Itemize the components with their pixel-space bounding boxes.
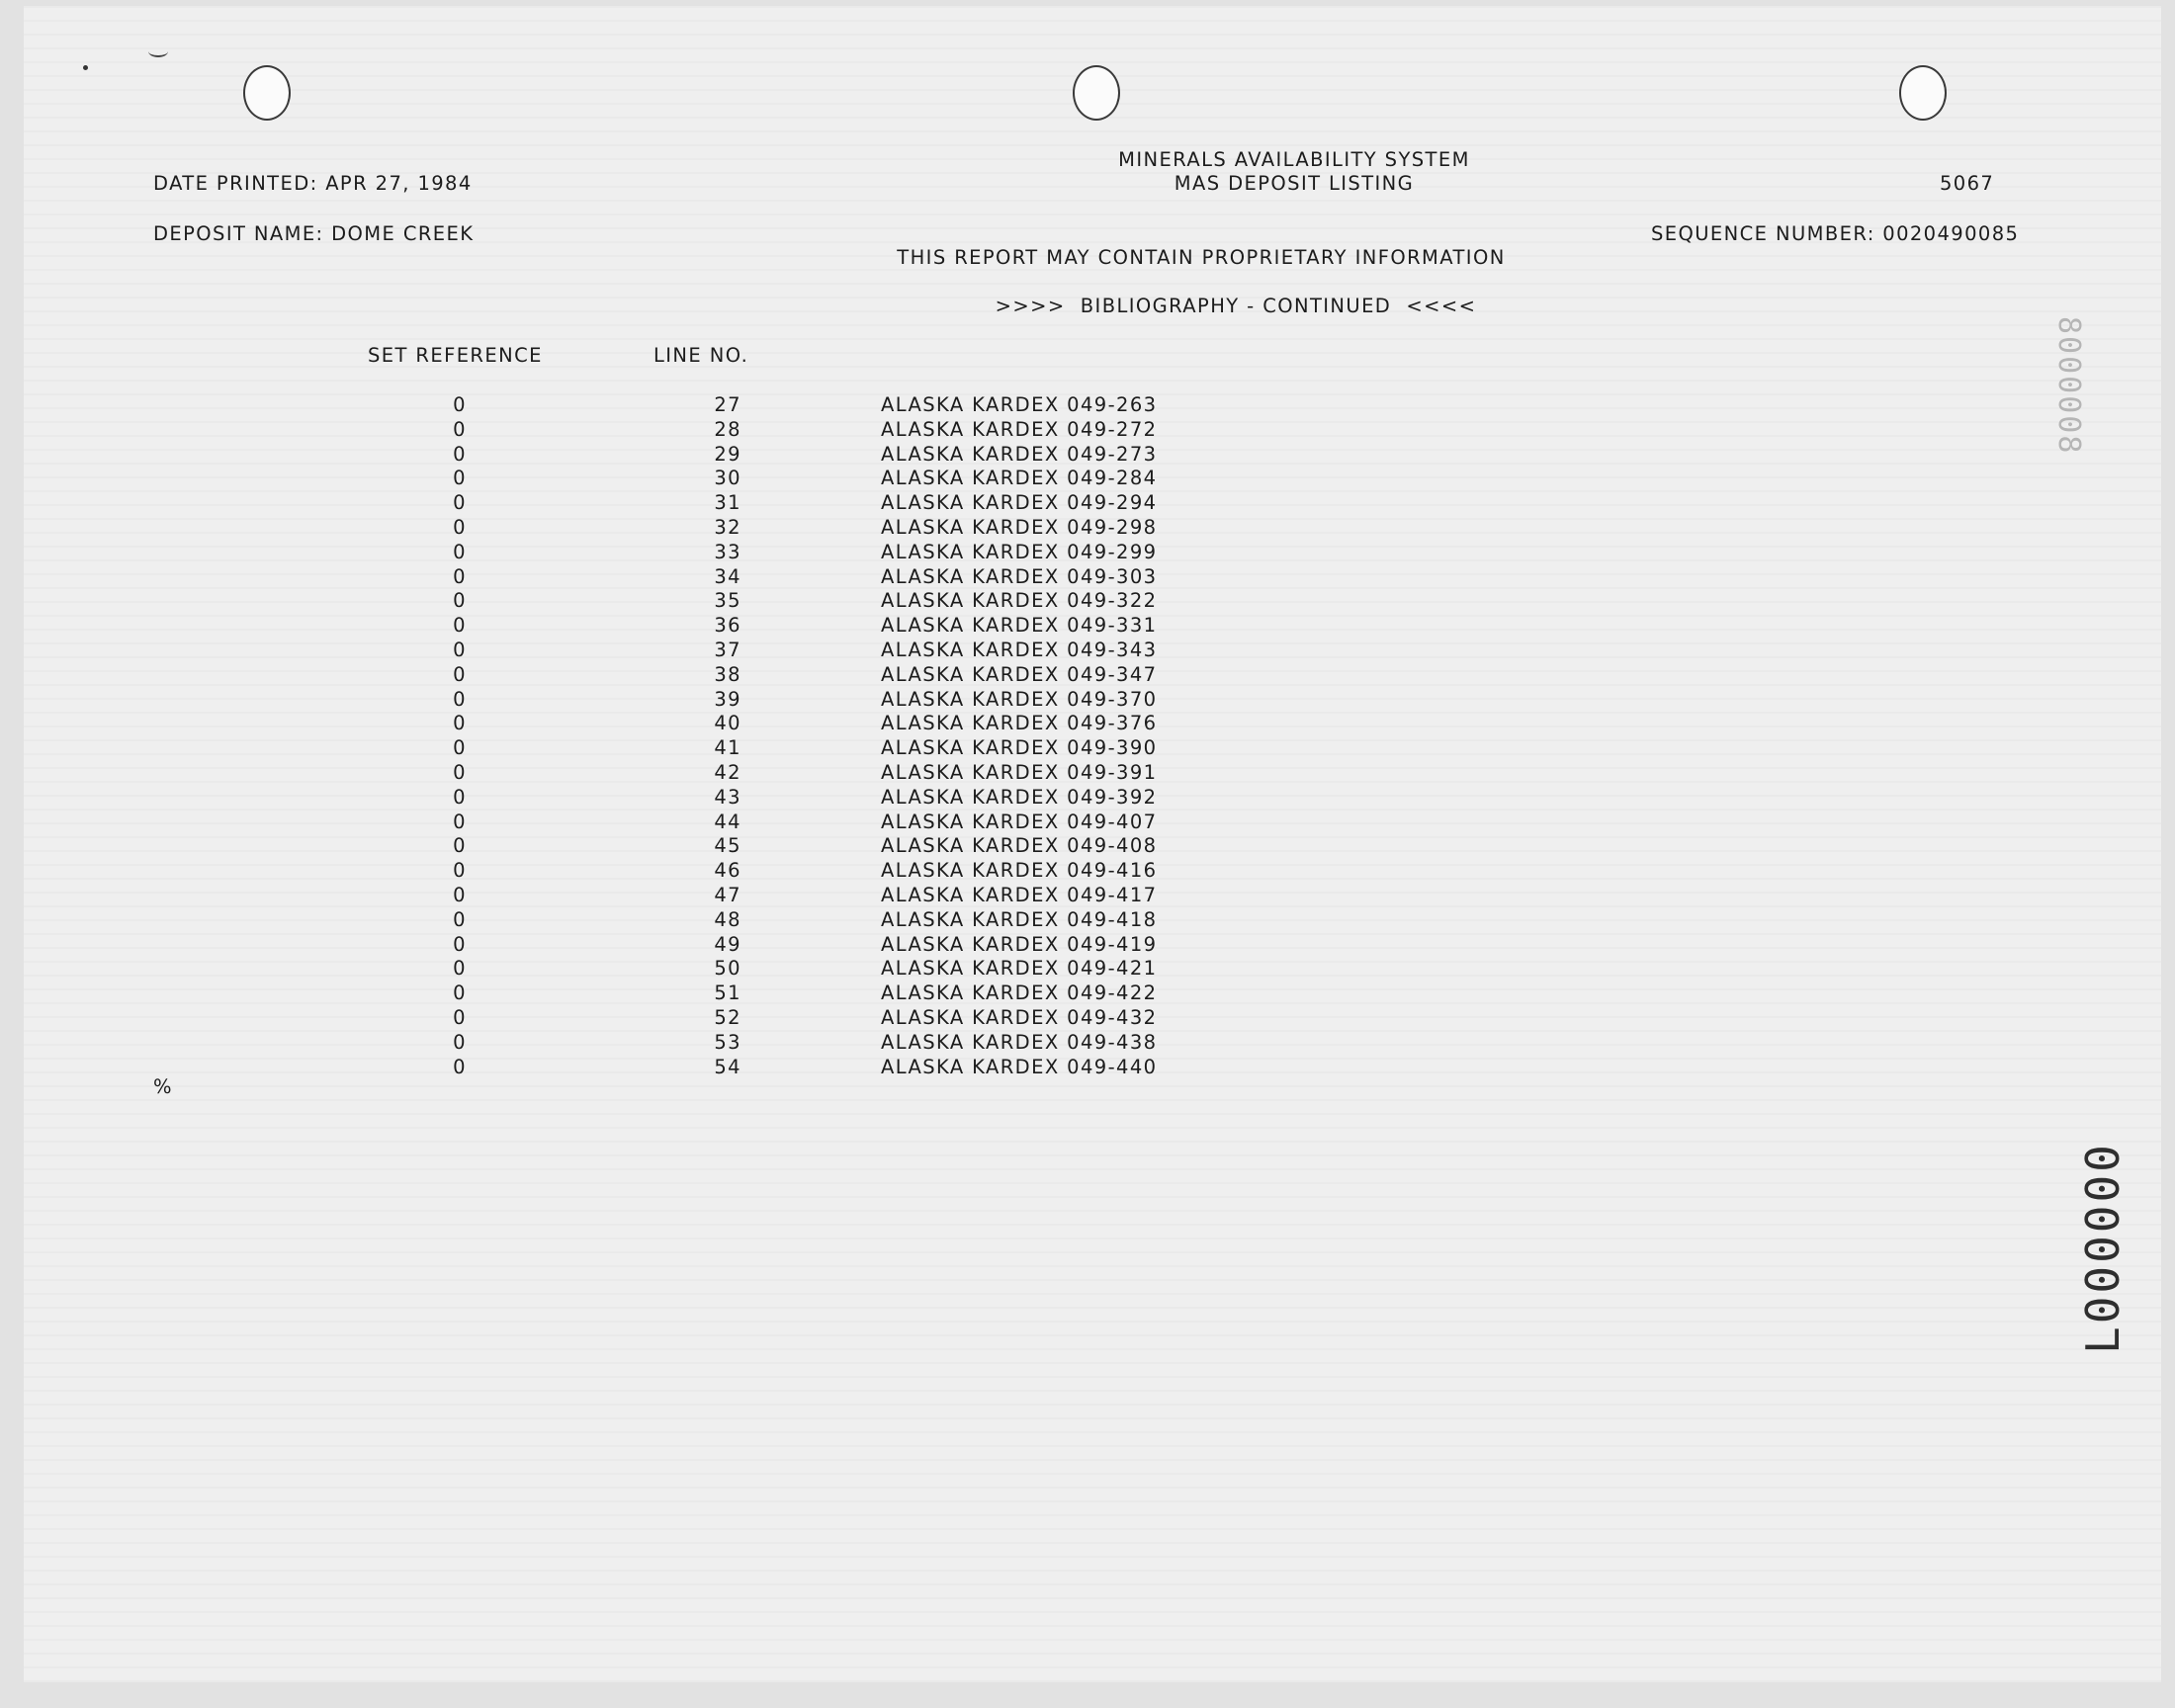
punch-hole	[1899, 65, 1947, 121]
line-number-cell: 52	[714, 1005, 741, 1029]
reference-cell: ALASKA KARDEX 049-407	[881, 810, 1158, 833]
reference-cell: ALASKA KARDEX 049-438	[881, 1030, 1158, 1054]
set-reference-cell: 0	[453, 834, 467, 858]
reference-cell: ALASKA KARDEX 049-440	[881, 1055, 1158, 1078]
line-number-cell: 49	[714, 932, 741, 956]
line-number-cell: 38	[714, 662, 741, 686]
table-row	[0, 541, 2175, 565]
table-row	[0, 933, 2175, 958]
reference-cell: ALASKA KARDEX 049-416	[881, 859, 1158, 883]
table-row	[0, 1056, 2175, 1080]
bibliography-table	[0, 393, 2175, 1079]
listing-title: MAS DEPOSIT LISTING	[1174, 172, 1415, 195]
table-row	[0, 443, 2175, 468]
table-row	[0, 491, 2175, 516]
line-number-cell: 34	[714, 564, 741, 588]
reference-cell: ALASKA KARDEX 049-408	[881, 834, 1158, 858]
reference-cell: ALASKA KARDEX 049-331	[881, 614, 1158, 638]
reference-cell: ALASKA KARDEX 049-432	[881, 1005, 1158, 1029]
table-row	[0, 614, 2175, 639]
page-number: 5067	[1940, 172, 1995, 195]
line-number-cell: 27	[714, 393, 741, 416]
table-row	[0, 957, 2175, 982]
reference-cell: ALASKA KARDEX 049-417	[881, 883, 1158, 906]
line-number-cell: 51	[714, 982, 741, 1005]
line-number-cell: 32	[714, 515, 741, 539]
reference-cell: ALASKA KARDEX 049-303	[881, 564, 1158, 588]
line-number-cell: 48	[714, 907, 741, 931]
reference-cell: ALASKA KARDEX 049-263	[881, 393, 1158, 416]
reference-cell: ALASKA KARDEX 049-272	[881, 417, 1158, 441]
reference-cell: ALASKA KARDEX 049-421	[881, 957, 1158, 981]
table-row	[0, 516, 2175, 541]
line-number-cell: 41	[714, 736, 741, 760]
footer-mark: %	[153, 1075, 173, 1098]
reference-cell: ALASKA KARDEX 049-390	[881, 736, 1158, 760]
table-row	[0, 418, 2175, 443]
line-number-cell: 30	[714, 467, 741, 490]
line-number-cell: 39	[714, 687, 741, 711]
set-reference-cell: 0	[453, 467, 467, 490]
set-reference-cell: 0	[453, 442, 467, 466]
set-reference-cell: 0	[453, 712, 467, 735]
reference-cell: ALASKA KARDEX 049-418	[881, 907, 1158, 931]
set-reference-cell: 0	[453, 785, 467, 809]
line-number-cell: 36	[714, 614, 741, 638]
line-number-cell: 44	[714, 810, 741, 833]
table-row	[0, 884, 2175, 908]
line-number-cell: 42	[714, 760, 741, 784]
column-header-set-reference: SET REFERENCE	[368, 344, 543, 367]
line-number-cell: 31	[714, 491, 741, 515]
reference-cell: ALASKA KARDEX 049-322	[881, 589, 1158, 613]
line-number-cell: 28	[714, 417, 741, 441]
sequence-number: SEQUENCE NUMBER: 0020490085	[1651, 222, 2020, 245]
table-row	[0, 712, 2175, 736]
set-reference-cell: 0	[453, 932, 467, 956]
line-number-cell: 53	[714, 1030, 741, 1054]
line-number-cell: 54	[714, 1055, 741, 1078]
set-reference-cell: 0	[453, 540, 467, 563]
set-reference-cell: 0	[453, 859, 467, 883]
table-row	[0, 467, 2175, 491]
set-reference-cell: 0	[453, 393, 467, 416]
set-reference-cell: 0	[453, 417, 467, 441]
set-reference-cell: 0	[453, 982, 467, 1005]
reference-cell: ALASKA KARDEX 049-391	[881, 760, 1158, 784]
set-reference-cell: 0	[453, 883, 467, 906]
set-reference-cell: 0	[453, 589, 467, 613]
table-row	[0, 565, 2175, 590]
set-reference-cell: 0	[453, 662, 467, 686]
reference-cell: ALASKA KARDEX 049-294	[881, 491, 1158, 515]
set-reference-cell: 0	[453, 638, 467, 661]
table-row	[0, 908, 2175, 933]
reference-cell: ALASKA KARDEX 049-273	[881, 442, 1158, 466]
specks	[83, 65, 88, 70]
pen-mark	[148, 45, 168, 57]
set-reference-cell: 0	[453, 810, 467, 833]
set-reference-cell: 0	[453, 907, 467, 931]
column-header-line-no: LINE NO.	[653, 344, 749, 367]
line-number-cell: 46	[714, 859, 741, 883]
reference-cell: ALASKA KARDEX 049-284	[881, 467, 1158, 490]
reference-cell: ALASKA KARDEX 049-419	[881, 932, 1158, 956]
reference-cell: ALASKA KARDEX 049-347	[881, 662, 1158, 686]
reference-cell: ALASKA KARDEX 049-343	[881, 638, 1158, 661]
table-row	[0, 786, 2175, 811]
side-stamp-lower: L000000	[2076, 1142, 2130, 1354]
table-row	[0, 688, 2175, 713]
set-reference-cell: 0	[453, 1055, 467, 1078]
set-reference-cell: 0	[453, 1005, 467, 1029]
set-reference-cell: 0	[453, 614, 467, 638]
line-number-cell: 35	[714, 589, 741, 613]
set-reference-cell: 0	[453, 736, 467, 760]
section-title: >>>> BIBLIOGRAPHY - CONTINUED <<<<	[995, 295, 1477, 317]
table-row	[0, 982, 2175, 1006]
set-reference-cell: 0	[453, 564, 467, 588]
table-row	[0, 663, 2175, 688]
proprietary-notice: THIS REPORT MAY CONTAIN PROPRIETARY INFORMATION	[897, 246, 1506, 269]
reference-cell: ALASKA KARDEX 049-422	[881, 982, 1158, 1005]
table-row	[0, 761, 2175, 786]
table-row	[0, 639, 2175, 663]
reference-cell: ALASKA KARDEX 049-298	[881, 515, 1158, 539]
reference-cell: ALASKA KARDEX 049-370	[881, 687, 1158, 711]
line-number-cell: 45	[714, 834, 741, 858]
reference-cell: ALASKA KARDEX 049-376	[881, 712, 1158, 735]
set-reference-cell: 0	[453, 1030, 467, 1054]
set-reference-cell: 0	[453, 515, 467, 539]
line-number-cell: 50	[714, 957, 741, 981]
set-reference-cell: 0	[453, 491, 467, 515]
line-number-cell: 43	[714, 785, 741, 809]
table-row	[0, 859, 2175, 884]
table-row	[0, 1006, 2175, 1031]
date-printed: DATE PRINTED: APR 27, 1984	[153, 172, 473, 195]
line-number-cell: 33	[714, 540, 741, 563]
reference-cell: ALASKA KARDEX 049-392	[881, 785, 1158, 809]
side-stamp-upper: 8000008	[2051, 316, 2086, 456]
table-row	[0, 393, 2175, 418]
system-title: MINERALS AVAILABILITY SYSTEM	[1118, 148, 1470, 171]
punch-hole	[243, 65, 291, 121]
line-number-cell: 37	[714, 638, 741, 661]
punch-hole	[1073, 65, 1120, 121]
table-row	[0, 589, 2175, 614]
table-row	[0, 834, 2175, 859]
line-number-cell: 29	[714, 442, 741, 466]
reference-cell: ALASKA KARDEX 049-299	[881, 540, 1158, 563]
line-number-cell: 47	[714, 883, 741, 906]
set-reference-cell: 0	[453, 957, 467, 981]
set-reference-cell: 0	[453, 760, 467, 784]
line-number-cell: 40	[714, 712, 741, 735]
deposit-name: DEPOSIT NAME: DOME CREEK	[153, 222, 475, 245]
table-row	[0, 736, 2175, 761]
table-row	[0, 1031, 2175, 1056]
set-reference-cell: 0	[453, 687, 467, 711]
table-row	[0, 811, 2175, 835]
